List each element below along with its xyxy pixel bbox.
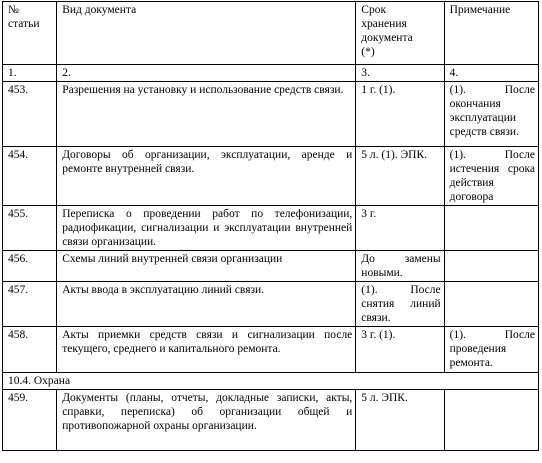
retention-period-cell bbox=[356, 206, 444, 251]
table-row bbox=[3, 251, 539, 282]
article-number-cell bbox=[3, 147, 57, 206]
retention-period: (1). После снятия линий связи. bbox=[361, 284, 441, 324]
column-index-cell bbox=[356, 65, 444, 82]
note-cell bbox=[444, 206, 538, 251]
document-type-cell bbox=[57, 282, 356, 327]
article-number: 455. bbox=[8, 208, 29, 220]
document-type: Схемы линий внутренней связи организации bbox=[62, 253, 283, 265]
article-number: 457. bbox=[8, 284, 29, 296]
retention-period: 3 г. bbox=[361, 208, 377, 220]
header-retention-period-text: Срок хранения документа (*) bbox=[361, 4, 413, 58]
header-note bbox=[444, 2, 538, 65]
section-heading-row bbox=[3, 373, 539, 390]
retention-period-cell bbox=[356, 147, 444, 206]
retention-period: 5 л. ЭПК. bbox=[361, 392, 408, 404]
table-row bbox=[3, 390, 539, 451]
retention-period-cell bbox=[356, 251, 444, 282]
article-number-cell bbox=[3, 82, 57, 147]
document-type: Акты ввода в эксплуатацию линий связи. bbox=[62, 284, 265, 296]
retention-period: 5 л. (1). ЭПК. bbox=[361, 149, 428, 161]
article-number-cell bbox=[3, 251, 57, 282]
document-type-cell bbox=[57, 147, 356, 206]
note-cell bbox=[444, 327, 538, 373]
column-index-text: 1. bbox=[8, 67, 17, 79]
table-row bbox=[3, 206, 539, 251]
document-page bbox=[2, 1, 539, 462]
column-index-text: 4. bbox=[449, 67, 459, 79]
retention-period: До замены новыми. bbox=[361, 253, 441, 279]
header-article-number-text: № статьи bbox=[8, 4, 40, 30]
retention-period-cell bbox=[356, 327, 444, 373]
note-text: (1). После проведения ремонта. bbox=[449, 329, 535, 369]
document-type-cell bbox=[57, 327, 356, 373]
table-row bbox=[3, 282, 539, 327]
retention-period-cell bbox=[356, 390, 444, 451]
note-cell bbox=[444, 82, 538, 147]
note-cell bbox=[444, 390, 538, 451]
document-type: Акты приемки средств связи и сигнализации после текущего, среднего и капитального ремонта. bbox=[62, 329, 353, 355]
header-document-type-text: Вид документа bbox=[62, 4, 137, 16]
note-cell bbox=[444, 282, 538, 327]
article-number: 456. bbox=[8, 253, 29, 265]
article-number-cell bbox=[3, 282, 57, 327]
note-text: (1). После окончания эксплуатации средств связи. bbox=[449, 84, 535, 138]
document-type-cell bbox=[57, 206, 356, 251]
column-index-cell bbox=[444, 65, 538, 82]
document-type: Переписка о проведении работ по телефонизации, радиофикации, сигнализации и эксплуатации внутренней связи организации. bbox=[62, 208, 353, 248]
document-type: Разрешения на установку и использование средств связи. bbox=[62, 84, 344, 96]
section-heading-cell bbox=[3, 373, 539, 390]
document-retention-table bbox=[2, 1, 539, 451]
section-heading: 10.4. Охрана bbox=[8, 375, 71, 387]
article-number: 459. bbox=[8, 392, 29, 404]
retention-period: 1 г. (1). bbox=[361, 84, 396, 96]
document-type-cell bbox=[57, 390, 356, 451]
column-index-cell bbox=[3, 65, 57, 82]
table-row bbox=[3, 327, 539, 373]
retention-period-cell bbox=[356, 282, 444, 327]
table-row bbox=[3, 82, 539, 147]
article-number: 454. bbox=[8, 149, 29, 161]
note-cell bbox=[444, 147, 538, 206]
table-header-row bbox=[3, 2, 539, 65]
column-index-text: 2. bbox=[62, 67, 71, 79]
retention-period-cell bbox=[356, 82, 444, 147]
document-type: Документы (планы, отчеты, докладные записки, акты, справки, переписка) об организации общей и противопожарной охраны организации. bbox=[62, 392, 353, 432]
header-retention-period bbox=[356, 2, 444, 65]
article-number-cell bbox=[3, 390, 57, 451]
article-number: 453. bbox=[8, 84, 29, 96]
document-type: Договоры об организации, эксплуатации, аренде и ремонте внутренней связи. bbox=[62, 149, 353, 175]
note-cell bbox=[444, 251, 538, 282]
column-index-text: 3. bbox=[361, 67, 370, 79]
header-article-number bbox=[3, 2, 57, 65]
column-index-cell bbox=[57, 65, 356, 82]
note-text: (1). После истечения срока действия договора bbox=[449, 149, 535, 203]
document-type-cell bbox=[57, 82, 356, 147]
article-number-cell bbox=[3, 206, 57, 251]
table-row bbox=[3, 147, 539, 206]
column-index-row bbox=[3, 65, 539, 82]
document-type-cell bbox=[57, 251, 356, 282]
article-number: 458. bbox=[8, 329, 29, 341]
article-number-cell bbox=[3, 327, 57, 373]
header-note-text: Примечание bbox=[449, 4, 511, 16]
retention-period: 3 г. (1). bbox=[361, 329, 396, 341]
header-document-type bbox=[57, 2, 356, 65]
